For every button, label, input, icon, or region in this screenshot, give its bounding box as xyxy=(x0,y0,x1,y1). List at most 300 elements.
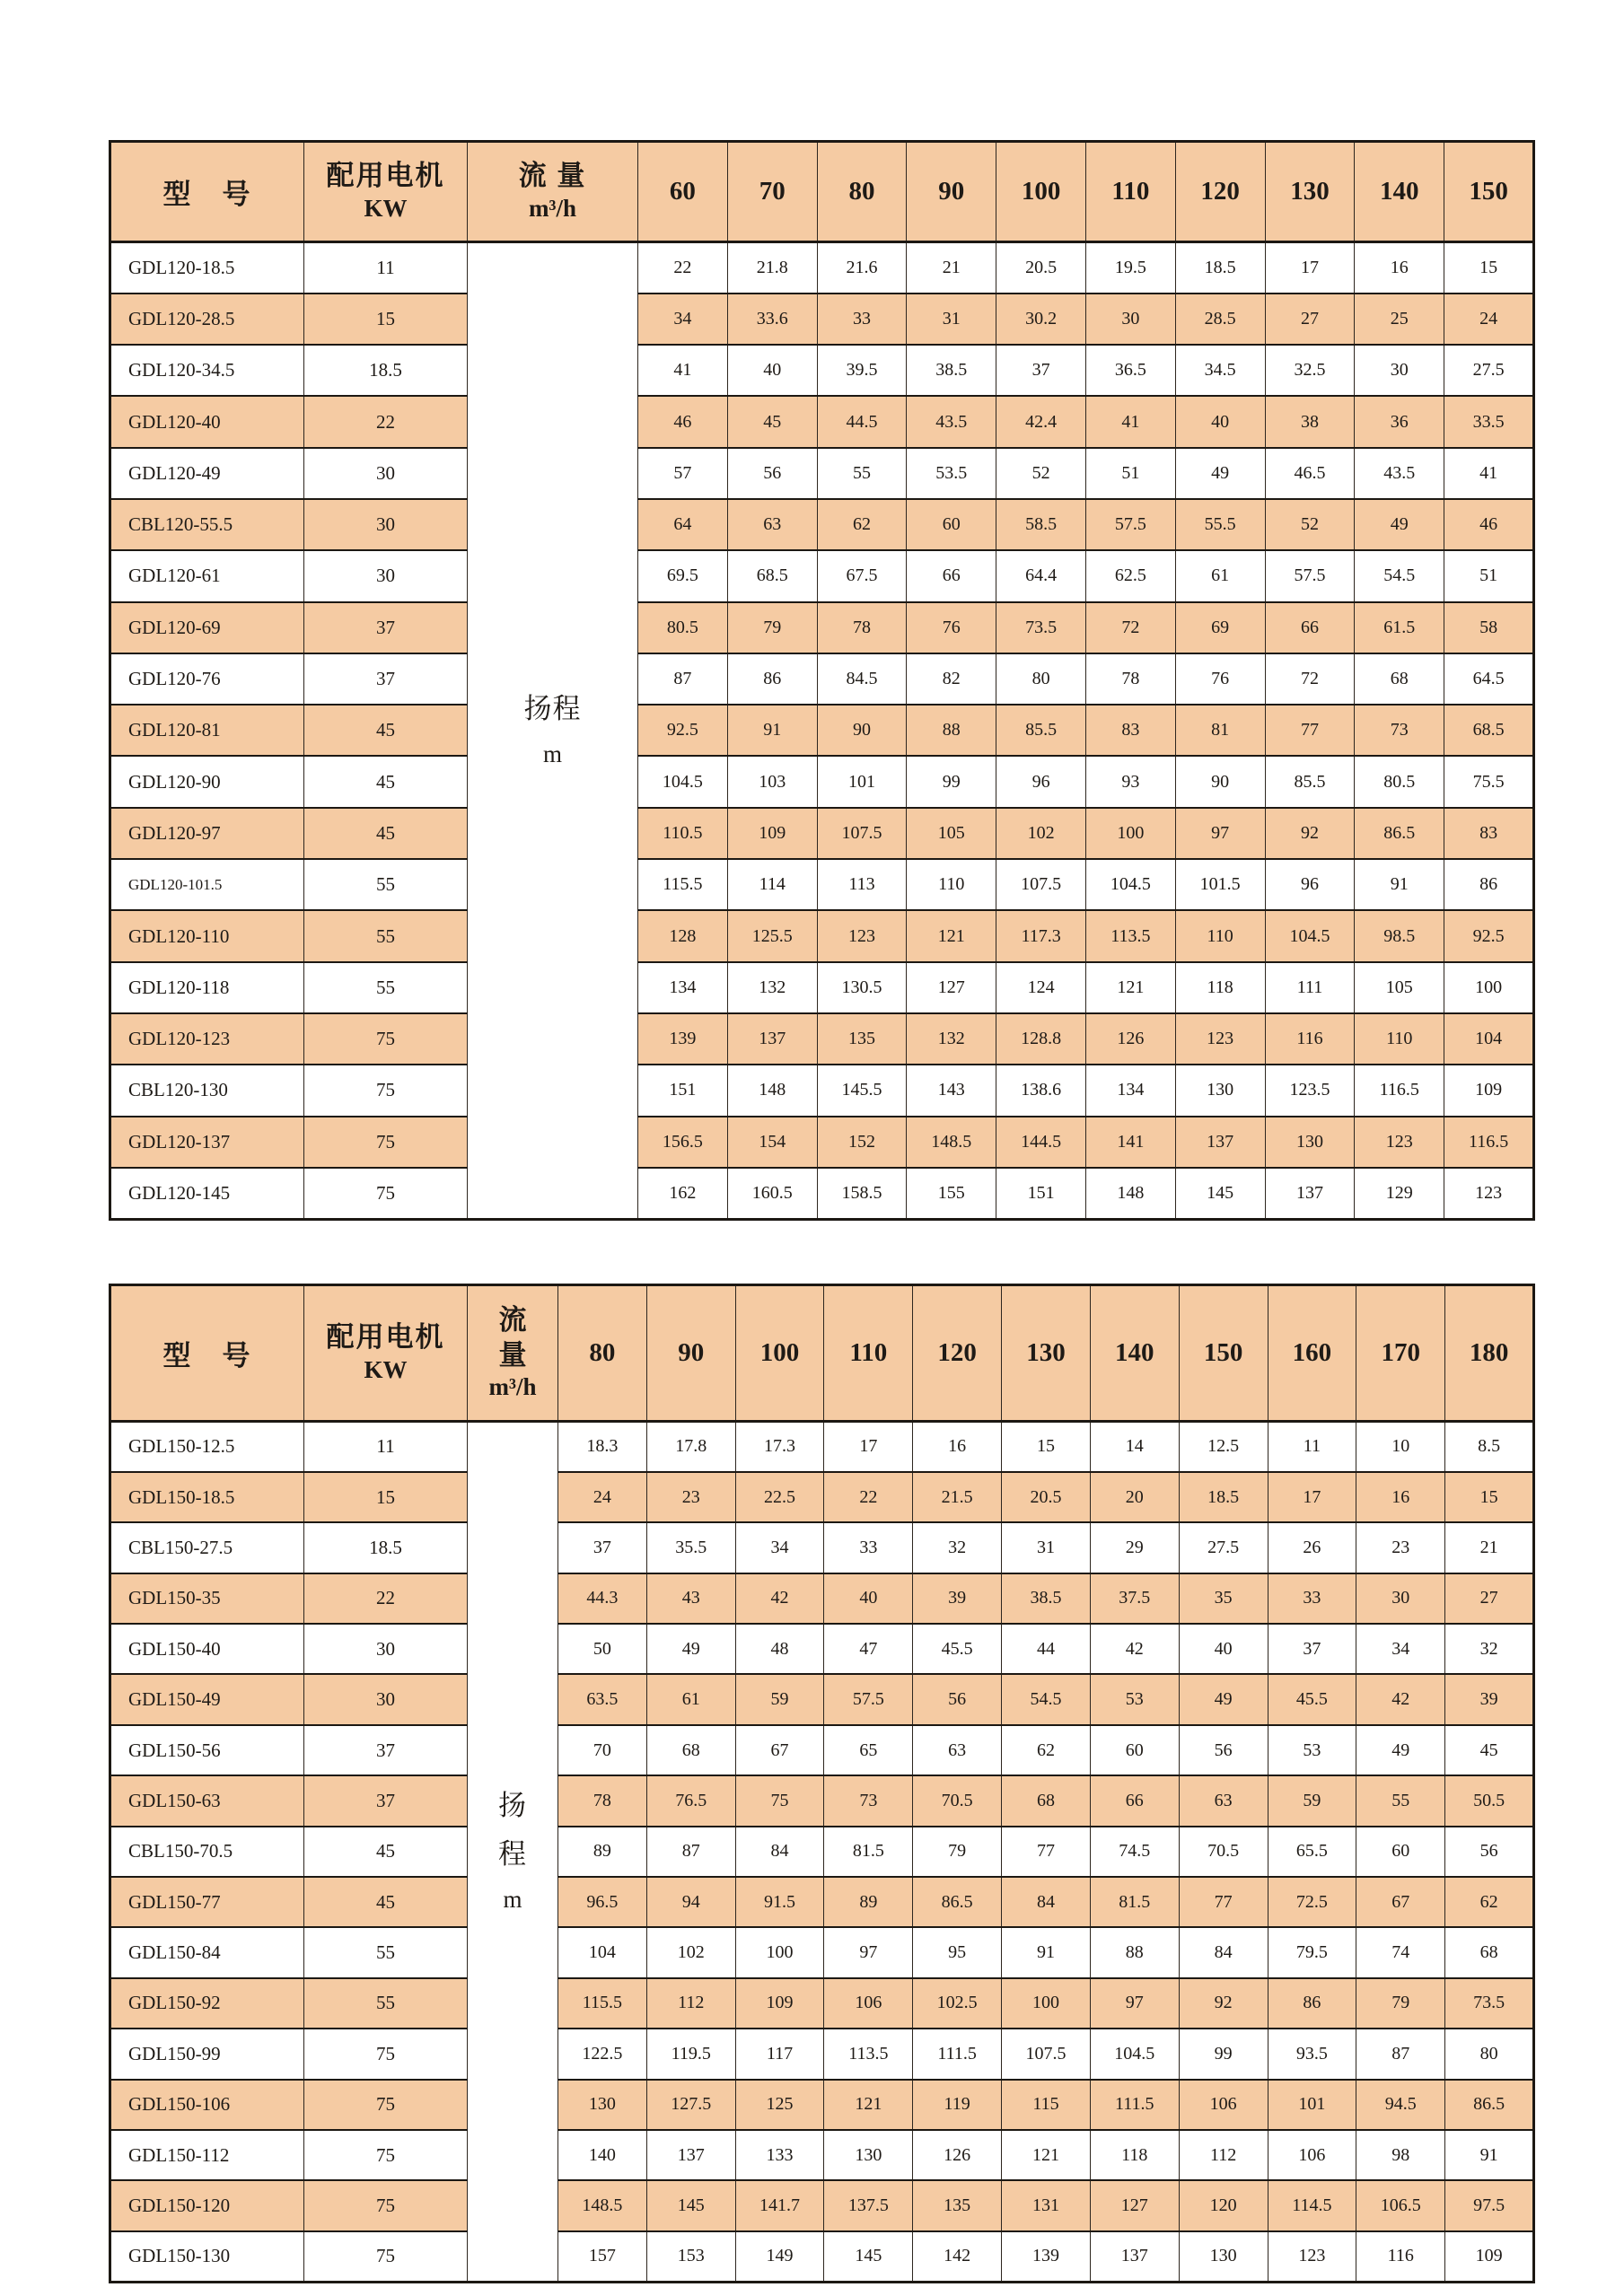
value-cell: 46.5 xyxy=(1265,448,1355,499)
value-cell: 160.5 xyxy=(727,1168,817,1219)
flow-value-header-cell: 130 xyxy=(1002,1285,1091,1422)
flow-header-line: 流 xyxy=(498,1303,527,1336)
value-cell: 66 xyxy=(1265,602,1355,653)
value-cell: 61.5 xyxy=(1355,602,1444,653)
value-cell: 23 xyxy=(1356,1522,1445,1573)
value-cell: 88 xyxy=(1090,1927,1179,1977)
value-cell: 123 xyxy=(1444,1168,1534,1219)
value-cell: 114 xyxy=(727,859,817,910)
value-cell: 57.5 xyxy=(1085,499,1175,550)
flow-header-line: m³/h xyxy=(528,195,577,222)
value-cell: 109 xyxy=(1445,2231,1534,2282)
kw-cell: 22 xyxy=(304,1573,468,1624)
value-cell: 11 xyxy=(1268,1422,1356,1472)
value-cell: 34 xyxy=(638,294,728,345)
value-cell: 49 xyxy=(1356,1725,1445,1775)
value-cell: 21.8 xyxy=(727,242,817,294)
kw-cell: 15 xyxy=(304,294,468,345)
value-cell: 137 xyxy=(1265,1168,1355,1219)
value-cell: 27 xyxy=(1265,294,1355,345)
value-cell: 40 xyxy=(1175,396,1265,447)
value-cell: 119 xyxy=(913,2080,1002,2130)
value-cell: 95 xyxy=(913,1927,1002,1977)
model-cell: GDL120-40 xyxy=(110,396,304,447)
value-cell: 48 xyxy=(735,1624,824,1674)
flow-header-line: m³/h xyxy=(488,1373,537,1401)
value-cell: 162 xyxy=(638,1168,728,1219)
value-cell: 112 xyxy=(646,1978,735,2029)
model-cell: GDL120-49 xyxy=(110,448,304,499)
value-cell: 125.5 xyxy=(727,910,817,961)
value-cell: 158.5 xyxy=(817,1168,907,1219)
value-cell: 127 xyxy=(1090,2180,1179,2230)
value-cell: 62 xyxy=(1445,1877,1534,1927)
value-cell: 49 xyxy=(1175,448,1265,499)
value-cell: 84.5 xyxy=(817,653,907,705)
value-cell: 31 xyxy=(907,294,996,345)
value-cell: 50.5 xyxy=(1445,1775,1534,1826)
value-cell: 80.5 xyxy=(638,602,728,653)
table-row xyxy=(110,1168,1534,1219)
kw-cell: 15 xyxy=(304,1472,468,1522)
kw-cell: 55 xyxy=(304,910,468,961)
value-cell: 19.5 xyxy=(1085,242,1175,294)
value-cell: 97.5 xyxy=(1445,2180,1534,2230)
model-cell: GDL120-28.5 xyxy=(110,294,304,345)
value-cell: 73.5 xyxy=(996,602,1086,653)
value-cell: 61 xyxy=(1175,550,1265,601)
value-cell: 36.5 xyxy=(1085,345,1175,396)
head-column-cell xyxy=(468,1422,558,2283)
value-cell: 87 xyxy=(1356,2029,1445,2079)
kw-cell: 75 xyxy=(304,1065,468,1116)
value-cell: 84 xyxy=(1002,1877,1091,1927)
model-cell: GDL150-77 xyxy=(110,1877,304,1927)
table-row xyxy=(110,808,1534,859)
value-cell: 128.8 xyxy=(996,1013,1086,1065)
value-cell: 123.5 xyxy=(1265,1065,1355,1116)
value-cell: 37 xyxy=(996,345,1086,396)
model-cell: GDL120-69 xyxy=(110,602,304,653)
flow-value-header-cell: 150 xyxy=(1179,1285,1268,1422)
table-row xyxy=(110,2180,1534,2230)
model-cell: GDL120-101.5 xyxy=(110,859,304,910)
table-row xyxy=(110,1422,1534,1472)
model-cell: GDL150-120 xyxy=(110,2180,304,2230)
value-cell: 102 xyxy=(646,1927,735,1977)
value-cell: 138.6 xyxy=(996,1065,1086,1116)
table-row xyxy=(110,602,1534,653)
value-cell: 76 xyxy=(907,602,996,653)
value-cell: 148 xyxy=(1085,1168,1175,1219)
value-cell: 41 xyxy=(1444,448,1534,499)
value-cell: 66 xyxy=(907,550,996,601)
value-cell: 38 xyxy=(1265,396,1355,447)
value-cell: 42.4 xyxy=(996,396,1086,447)
value-cell: 42 xyxy=(1090,1624,1179,1674)
flow-value-header-cell: 70 xyxy=(727,142,817,242)
value-cell: 33 xyxy=(824,1522,913,1573)
value-cell: 110 xyxy=(907,859,996,910)
value-cell: 57.5 xyxy=(1265,550,1355,601)
kw-cell: 75 xyxy=(304,2231,468,2282)
value-cell: 121 xyxy=(1002,2130,1091,2180)
value-cell: 34.5 xyxy=(1175,345,1265,396)
value-cell: 142 xyxy=(913,2231,1002,2282)
flow-header-line: 流 量 xyxy=(518,160,587,192)
flow-header-cell xyxy=(468,1285,558,1422)
value-cell: 106 xyxy=(1268,2130,1356,2180)
value-cell: 89 xyxy=(824,1877,913,1927)
value-cell: 97 xyxy=(824,1927,913,1977)
value-cell: 107.5 xyxy=(996,859,1086,910)
value-cell: 60 xyxy=(907,499,996,550)
table-body xyxy=(110,242,1534,1220)
value-cell: 17 xyxy=(1268,1472,1356,1522)
kw-cell: 30 xyxy=(304,550,468,601)
value-cell: 72.5 xyxy=(1268,1877,1356,1927)
value-cell: 104.5 xyxy=(1265,910,1355,961)
kw-cell: 18.5 xyxy=(304,1522,468,1573)
table-row xyxy=(110,345,1534,396)
value-cell: 105 xyxy=(1355,962,1444,1013)
value-cell: 149 xyxy=(735,2231,824,2282)
table-row xyxy=(110,2080,1534,2130)
value-cell: 127.5 xyxy=(646,2080,735,2130)
value-cell: 130.5 xyxy=(817,962,907,1013)
value-cell: 78 xyxy=(1085,653,1175,705)
value-cell: 103 xyxy=(727,756,817,807)
value-cell: 106 xyxy=(1179,2080,1268,2130)
kw-cell: 37 xyxy=(304,1775,468,1826)
table-row xyxy=(110,294,1534,345)
value-cell: 145.5 xyxy=(817,1065,907,1116)
value-cell: 128 xyxy=(638,910,728,961)
model-header-cell: 型 号 xyxy=(110,1285,304,1422)
value-cell: 15 xyxy=(1445,1472,1534,1522)
model-cell: GDL120-90 xyxy=(110,756,304,807)
pump-table-gdl120 xyxy=(109,140,1535,1221)
kw-cell: 37 xyxy=(304,602,468,653)
value-cell: 78 xyxy=(558,1775,647,1826)
value-cell: 117 xyxy=(735,2029,824,2079)
value-cell: 40 xyxy=(1179,1624,1268,1674)
value-cell: 52 xyxy=(1265,499,1355,550)
flow-value-header-cell: 110 xyxy=(1085,142,1175,242)
table-header xyxy=(110,1285,1534,1422)
value-cell: 8.5 xyxy=(1445,1422,1534,1472)
value-cell: 123 xyxy=(1355,1117,1444,1168)
value-cell: 102 xyxy=(996,808,1086,859)
value-cell: 123 xyxy=(817,910,907,961)
value-cell: 45 xyxy=(727,396,817,447)
value-cell: 87 xyxy=(638,653,728,705)
kw-cell: 45 xyxy=(304,1827,468,1877)
value-cell: 107.5 xyxy=(1002,2029,1091,2079)
value-cell: 68 xyxy=(646,1725,735,1775)
value-cell: 153 xyxy=(646,2231,735,2282)
value-cell: 50 xyxy=(558,1624,647,1674)
value-cell: 115.5 xyxy=(558,1978,647,2029)
table-row xyxy=(110,1472,1534,1522)
value-cell: 47 xyxy=(824,1624,913,1674)
value-cell: 52 xyxy=(996,448,1086,499)
head-column-cell xyxy=(468,242,638,1220)
motor-header-line: 配用电机 xyxy=(326,160,445,192)
value-cell: 21.5 xyxy=(913,1472,1002,1522)
value-cell: 17 xyxy=(1265,242,1355,294)
value-cell: 21 xyxy=(1445,1522,1534,1573)
value-cell: 86.5 xyxy=(913,1877,1002,1927)
value-cell: 73 xyxy=(824,1775,913,1826)
value-cell: 134 xyxy=(638,962,728,1013)
value-cell: 130 xyxy=(1265,1117,1355,1168)
head-column-line: 扬 xyxy=(498,1789,527,1821)
value-cell: 104.5 xyxy=(638,756,728,807)
value-cell: 63 xyxy=(1179,1775,1268,1826)
value-cell: 16 xyxy=(913,1422,1002,1472)
value-cell: 34 xyxy=(1356,1624,1445,1674)
value-cell: 37 xyxy=(558,1522,647,1573)
value-cell: 64 xyxy=(638,499,728,550)
value-cell: 91.5 xyxy=(735,1877,824,1927)
value-cell: 110 xyxy=(1175,910,1265,961)
value-cell: 92.5 xyxy=(638,705,728,756)
value-cell: 87 xyxy=(646,1827,735,1877)
value-cell: 67 xyxy=(1356,1877,1445,1927)
value-cell: 32 xyxy=(1445,1624,1534,1674)
kw-cell: 75 xyxy=(304,1168,468,1219)
value-cell: 135 xyxy=(817,1013,907,1065)
value-cell: 130 xyxy=(1175,1065,1265,1116)
value-cell: 88 xyxy=(907,705,996,756)
value-cell: 51 xyxy=(1085,448,1175,499)
value-cell: 70.5 xyxy=(1179,1827,1268,1877)
value-cell: 130 xyxy=(1179,2231,1268,2282)
value-cell: 86 xyxy=(727,653,817,705)
value-cell: 35 xyxy=(1179,1573,1268,1624)
kw-cell: 45 xyxy=(304,705,468,756)
value-cell: 74 xyxy=(1356,1927,1445,1977)
flow-value-header-cell: 120 xyxy=(1175,142,1265,242)
value-cell: 113.5 xyxy=(1085,910,1175,961)
value-cell: 17.8 xyxy=(646,1422,735,1472)
value-cell: 24 xyxy=(1444,294,1534,345)
value-cell: 27 xyxy=(1445,1573,1534,1624)
value-cell: 144.5 xyxy=(996,1117,1086,1168)
kw-cell: 55 xyxy=(304,1927,468,1977)
value-cell: 28.5 xyxy=(1175,294,1265,345)
value-cell: 30 xyxy=(1085,294,1175,345)
value-cell: 44.5 xyxy=(817,396,907,447)
value-cell: 77 xyxy=(1179,1877,1268,1927)
value-cell: 67 xyxy=(735,1725,824,1775)
value-cell: 56 xyxy=(1179,1725,1268,1775)
value-cell: 81.5 xyxy=(1090,1877,1179,1927)
flow-value-header-cell: 60 xyxy=(638,142,728,242)
value-cell: 60 xyxy=(1356,1827,1445,1877)
value-cell: 33.6 xyxy=(727,294,817,345)
value-cell: 113.5 xyxy=(824,2029,913,2079)
value-cell: 18.5 xyxy=(1179,1472,1268,1522)
flow-value-header-cell: 90 xyxy=(646,1285,735,1422)
model-cell: GDL150-56 xyxy=(110,1725,304,1775)
table-row xyxy=(110,1978,1534,2029)
value-cell: 41 xyxy=(1085,396,1175,447)
head-column-line: m xyxy=(503,1886,522,1914)
value-cell: 75 xyxy=(735,1775,824,1826)
value-cell: 38.5 xyxy=(1002,1573,1091,1624)
value-cell: 55 xyxy=(1356,1775,1445,1826)
value-cell: 118 xyxy=(1090,2130,1179,2180)
model-cell: GDL120-81 xyxy=(110,705,304,756)
value-cell: 76 xyxy=(1175,653,1265,705)
value-cell: 132 xyxy=(727,962,817,1013)
value-cell: 115 xyxy=(1002,2080,1091,2130)
kw-cell: 75 xyxy=(304,2080,468,2130)
model-cell: CBL120-130 xyxy=(110,1065,304,1116)
value-cell: 46 xyxy=(1444,499,1534,550)
value-cell: 114.5 xyxy=(1268,2180,1356,2230)
table-row xyxy=(110,448,1534,499)
value-cell: 85.5 xyxy=(996,705,1086,756)
kw-cell: 75 xyxy=(304,2029,468,2079)
model-cell: GDL150-12.5 xyxy=(110,1422,304,1472)
table-row xyxy=(110,1013,1534,1065)
table-row xyxy=(110,756,1534,807)
flow-value-header-cell: 90 xyxy=(907,142,996,242)
value-cell: 32 xyxy=(913,1522,1002,1573)
value-cell: 119.5 xyxy=(646,2029,735,2079)
value-cell: 25 xyxy=(1355,294,1444,345)
kw-cell: 18.5 xyxy=(304,345,468,396)
model-cell: GDL120-137 xyxy=(110,1117,304,1168)
model-cell: GDL120-118 xyxy=(110,962,304,1013)
kw-cell: 55 xyxy=(304,859,468,910)
table-body xyxy=(110,1422,1534,2283)
value-cell: 39.5 xyxy=(817,345,907,396)
value-cell: 49 xyxy=(1179,1674,1268,1724)
kw-cell: 45 xyxy=(304,756,468,807)
value-cell: 44 xyxy=(1002,1624,1091,1674)
value-cell: 151 xyxy=(996,1168,1086,1219)
flow-value-header-cell: 120 xyxy=(913,1285,1002,1422)
value-cell: 40 xyxy=(727,345,817,396)
value-cell: 83 xyxy=(1085,705,1175,756)
table-row xyxy=(110,1927,1534,1977)
value-cell: 98.5 xyxy=(1355,910,1444,961)
value-cell: 127 xyxy=(907,962,996,1013)
motor-header-line: KW xyxy=(364,1356,408,1383)
value-cell: 36 xyxy=(1355,396,1444,447)
model-cell: GDL150-49 xyxy=(110,1674,304,1724)
value-cell: 141 xyxy=(1085,1117,1175,1168)
value-cell: 49 xyxy=(646,1624,735,1674)
value-cell: 54.5 xyxy=(1355,550,1444,601)
value-cell: 135 xyxy=(913,2180,1002,2230)
kw-cell: 75 xyxy=(304,1013,468,1065)
value-cell: 79 xyxy=(913,1827,1002,1877)
value-cell: 98 xyxy=(1356,2130,1445,2180)
flow-value-header-cell: 110 xyxy=(824,1285,913,1422)
model-cell: GDL150-112 xyxy=(110,2130,304,2180)
value-cell: 30 xyxy=(1355,345,1444,396)
table-header-row xyxy=(110,142,1534,242)
flow-value-header-cell: 160 xyxy=(1268,1285,1356,1422)
value-cell: 152 xyxy=(817,1117,907,1168)
value-cell: 59 xyxy=(1268,1775,1356,1826)
value-cell: 20.5 xyxy=(1002,1472,1091,1522)
value-cell: 68 xyxy=(1355,653,1444,705)
value-cell: 104.5 xyxy=(1090,2029,1179,2079)
value-cell: 121 xyxy=(907,910,996,961)
kw-cell: 75 xyxy=(304,1117,468,1168)
value-cell: 80 xyxy=(996,653,1086,705)
value-cell: 64.5 xyxy=(1444,653,1534,705)
value-cell: 68.5 xyxy=(727,550,817,601)
value-cell: 68 xyxy=(1002,1775,1091,1826)
value-cell: 124 xyxy=(996,962,1086,1013)
value-cell: 100 xyxy=(1444,962,1534,1013)
model-cell: GDL150-106 xyxy=(110,2080,304,2130)
motor-header-line: KW xyxy=(364,195,408,222)
value-cell: 117.3 xyxy=(996,910,1086,961)
value-cell: 148.5 xyxy=(907,1117,996,1168)
value-cell: 111.5 xyxy=(1090,2080,1179,2130)
value-cell: 129 xyxy=(1355,1168,1444,1219)
value-cell: 63 xyxy=(727,499,817,550)
value-cell: 94 xyxy=(646,1877,735,1927)
value-cell: 148 xyxy=(727,1065,817,1116)
flow-value-header-cell: 80 xyxy=(817,142,907,242)
value-cell: 86.5 xyxy=(1445,2080,1534,2130)
value-cell: 73 xyxy=(1355,705,1444,756)
value-cell: 18.5 xyxy=(1175,242,1265,294)
value-cell: 102.5 xyxy=(913,1978,1002,2029)
value-cell: 100 xyxy=(735,1927,824,1977)
value-cell: 121 xyxy=(824,2080,913,2130)
value-cell: 10 xyxy=(1356,1422,1445,1472)
kw-cell: 30 xyxy=(304,1674,468,1724)
value-cell: 91 xyxy=(1002,1927,1091,1977)
kw-cell: 11 xyxy=(304,1422,468,1472)
kw-cell: 45 xyxy=(304,808,468,859)
value-cell: 59 xyxy=(735,1674,824,1724)
value-cell: 84 xyxy=(1179,1927,1268,1977)
value-cell: 156.5 xyxy=(638,1117,728,1168)
value-cell: 131 xyxy=(1002,2180,1091,2230)
model-cell: GDL150-130 xyxy=(110,2231,304,2282)
value-cell: 43.5 xyxy=(1355,448,1444,499)
value-cell: 145 xyxy=(1175,1168,1265,1219)
value-cell: 76.5 xyxy=(646,1775,735,1826)
value-cell: 16 xyxy=(1356,1472,1445,1522)
value-cell: 31 xyxy=(1002,1522,1091,1573)
value-cell: 104.5 xyxy=(1085,859,1175,910)
value-cell: 91 xyxy=(1445,2130,1534,2180)
value-cell: 126 xyxy=(1085,1013,1175,1065)
value-cell: 137 xyxy=(1175,1117,1265,1168)
value-cell: 75.5 xyxy=(1444,756,1534,807)
value-cell: 90 xyxy=(817,705,907,756)
table-row xyxy=(110,962,1534,1013)
head-column-line: m xyxy=(542,741,562,768)
value-cell: 68 xyxy=(1445,1927,1534,1977)
value-cell: 44.3 xyxy=(558,1573,647,1624)
value-cell: 58.5 xyxy=(996,499,1086,550)
table-row xyxy=(110,1775,1534,1826)
value-cell: 111 xyxy=(1265,962,1355,1013)
